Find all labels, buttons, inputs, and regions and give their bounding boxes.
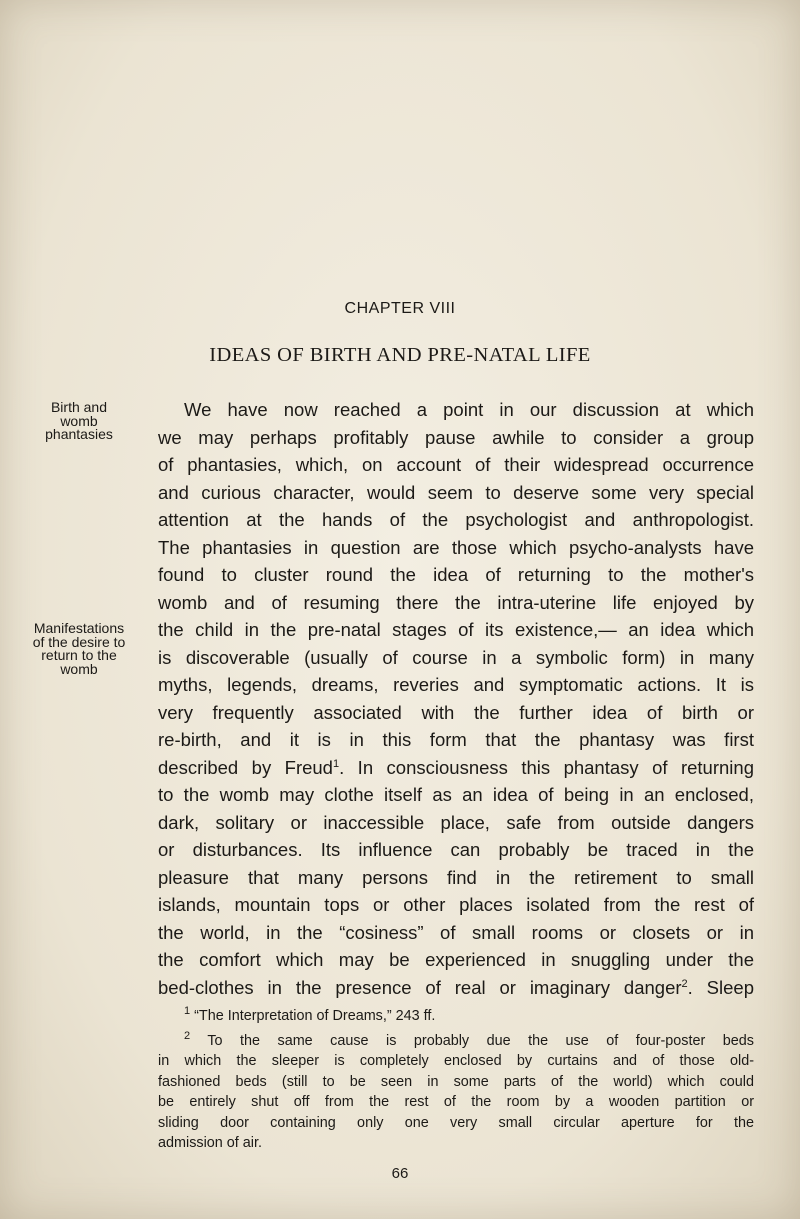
footnote-marker-1: 1 (184, 1005, 191, 1018)
footnote-marker-2: 2 (184, 1029, 191, 1042)
body-line: womb and of resuming there the intra-uterine life enjoyed by (158, 591, 754, 613)
body-line: The phantasies in question are those which psycho-analysts have (158, 536, 754, 558)
body-line: to the womb may clothe itself as an idea of being in an enclosed, (158, 784, 754, 805)
body-text (158, 396, 754, 1001)
margin-note-line: of the desire to (32, 633, 126, 650)
body-line-with-ref (158, 754, 754, 782)
margin-note-line: Birth and (50, 399, 108, 415)
footnote-ref-2[interactable]: 2 (681, 977, 688, 990)
footnote-1-text: “The Interpretation of Dreams,” 243 ff. (194, 1008, 436, 1024)
body-line-with-ref (158, 974, 754, 1002)
footnote-line: in which the sleeper is completely enclosed by curtains and of those old- (158, 1053, 754, 1069)
margin-note-line: return to the (41, 647, 117, 663)
body-line: is discoverable (usually of course in a symbolic form) in many (158, 646, 754, 668)
body-line: re-birth, and it is in this form that the phantasy was first (158, 729, 754, 750)
body-line: or disturbances. Its influence can probably be traced in the (158, 839, 754, 860)
footnote-line: fashioned beds (still to be seen in some parts of the world) which could (158, 1073, 754, 1090)
body-line: and curious character, would seem to deserve some very special (158, 481, 754, 503)
body-line: pleasure that many persons find in the retirement to small (158, 866, 754, 888)
body-line: We have now reached a point in our discussion at which (184, 399, 754, 420)
body-line: myths, legends, dreams, reveries and symptomatic actions. It is (158, 674, 754, 695)
margin-note-birth-womb (10, 401, 148, 442)
margin-note-line: phantasies (45, 426, 113, 442)
footnote-line: admission of air. (158, 1135, 262, 1151)
footnote-1 (158, 1006, 754, 1027)
margin-note-line: womb (60, 412, 98, 429)
body-line: found to cluster round the idea of returning to the mother's (158, 564, 754, 585)
footnote-line: sliding door containing only one very small circular aperture for the (158, 1114, 754, 1131)
margin-note-manifestations (10, 622, 148, 676)
body-line: of phantasies, which, on account of their widespread occurrence (158, 454, 754, 475)
body-line-head: bed-clothes in the presence of real or imaginary danger (158, 976, 682, 998)
footnote-ref-1[interactable]: 1 (332, 757, 340, 770)
body-line: the child in the pre-natal stages of its existence,— an idea which (158, 619, 754, 640)
body-line: the world, in the “cosiness” of small rooms or closets or in (158, 921, 754, 943)
body-line-head: described by Freud (158, 756, 333, 778)
margin-note-line: Manifestations (33, 620, 125, 636)
footnotes (158, 1006, 754, 1154)
body-line-tail: . In consciousness this phantasy of returning (339, 756, 754, 778)
footnote-line: be entirely shut off from the rest of the room by a wooden partition or (158, 1094, 754, 1110)
body-line-tail: . Sleep (687, 976, 754, 998)
body-line: we may perhaps profitably pause awhile to consider a group (158, 426, 754, 448)
body-line: attention at the hands of the psychologist and anthropologist. (158, 509, 754, 530)
body-line: the comfort which may be experienced in snuggling under the (158, 949, 754, 970)
body-line: very frequently associated with the further idea of birth or (158, 701, 754, 723)
margin-note-line: womb (60, 660, 98, 677)
page-number: 66 (391, 1165, 409, 1182)
chapter-label: CHAPTER VIII (344, 300, 456, 317)
footnote-2-first-line (158, 1031, 754, 1052)
footnote-2-text: To the same cause is probably due the use of four-poster beds (207, 1032, 754, 1049)
body-line: islands, mountain tops or other places isolated from the rest of (158, 894, 754, 915)
body-line: dark, solitary or inaccessible place, safe from outside dangers (158, 811, 754, 833)
chapter-title: IDEAS OF BIRTH AND PRE-NATAL LIFE (209, 344, 591, 366)
